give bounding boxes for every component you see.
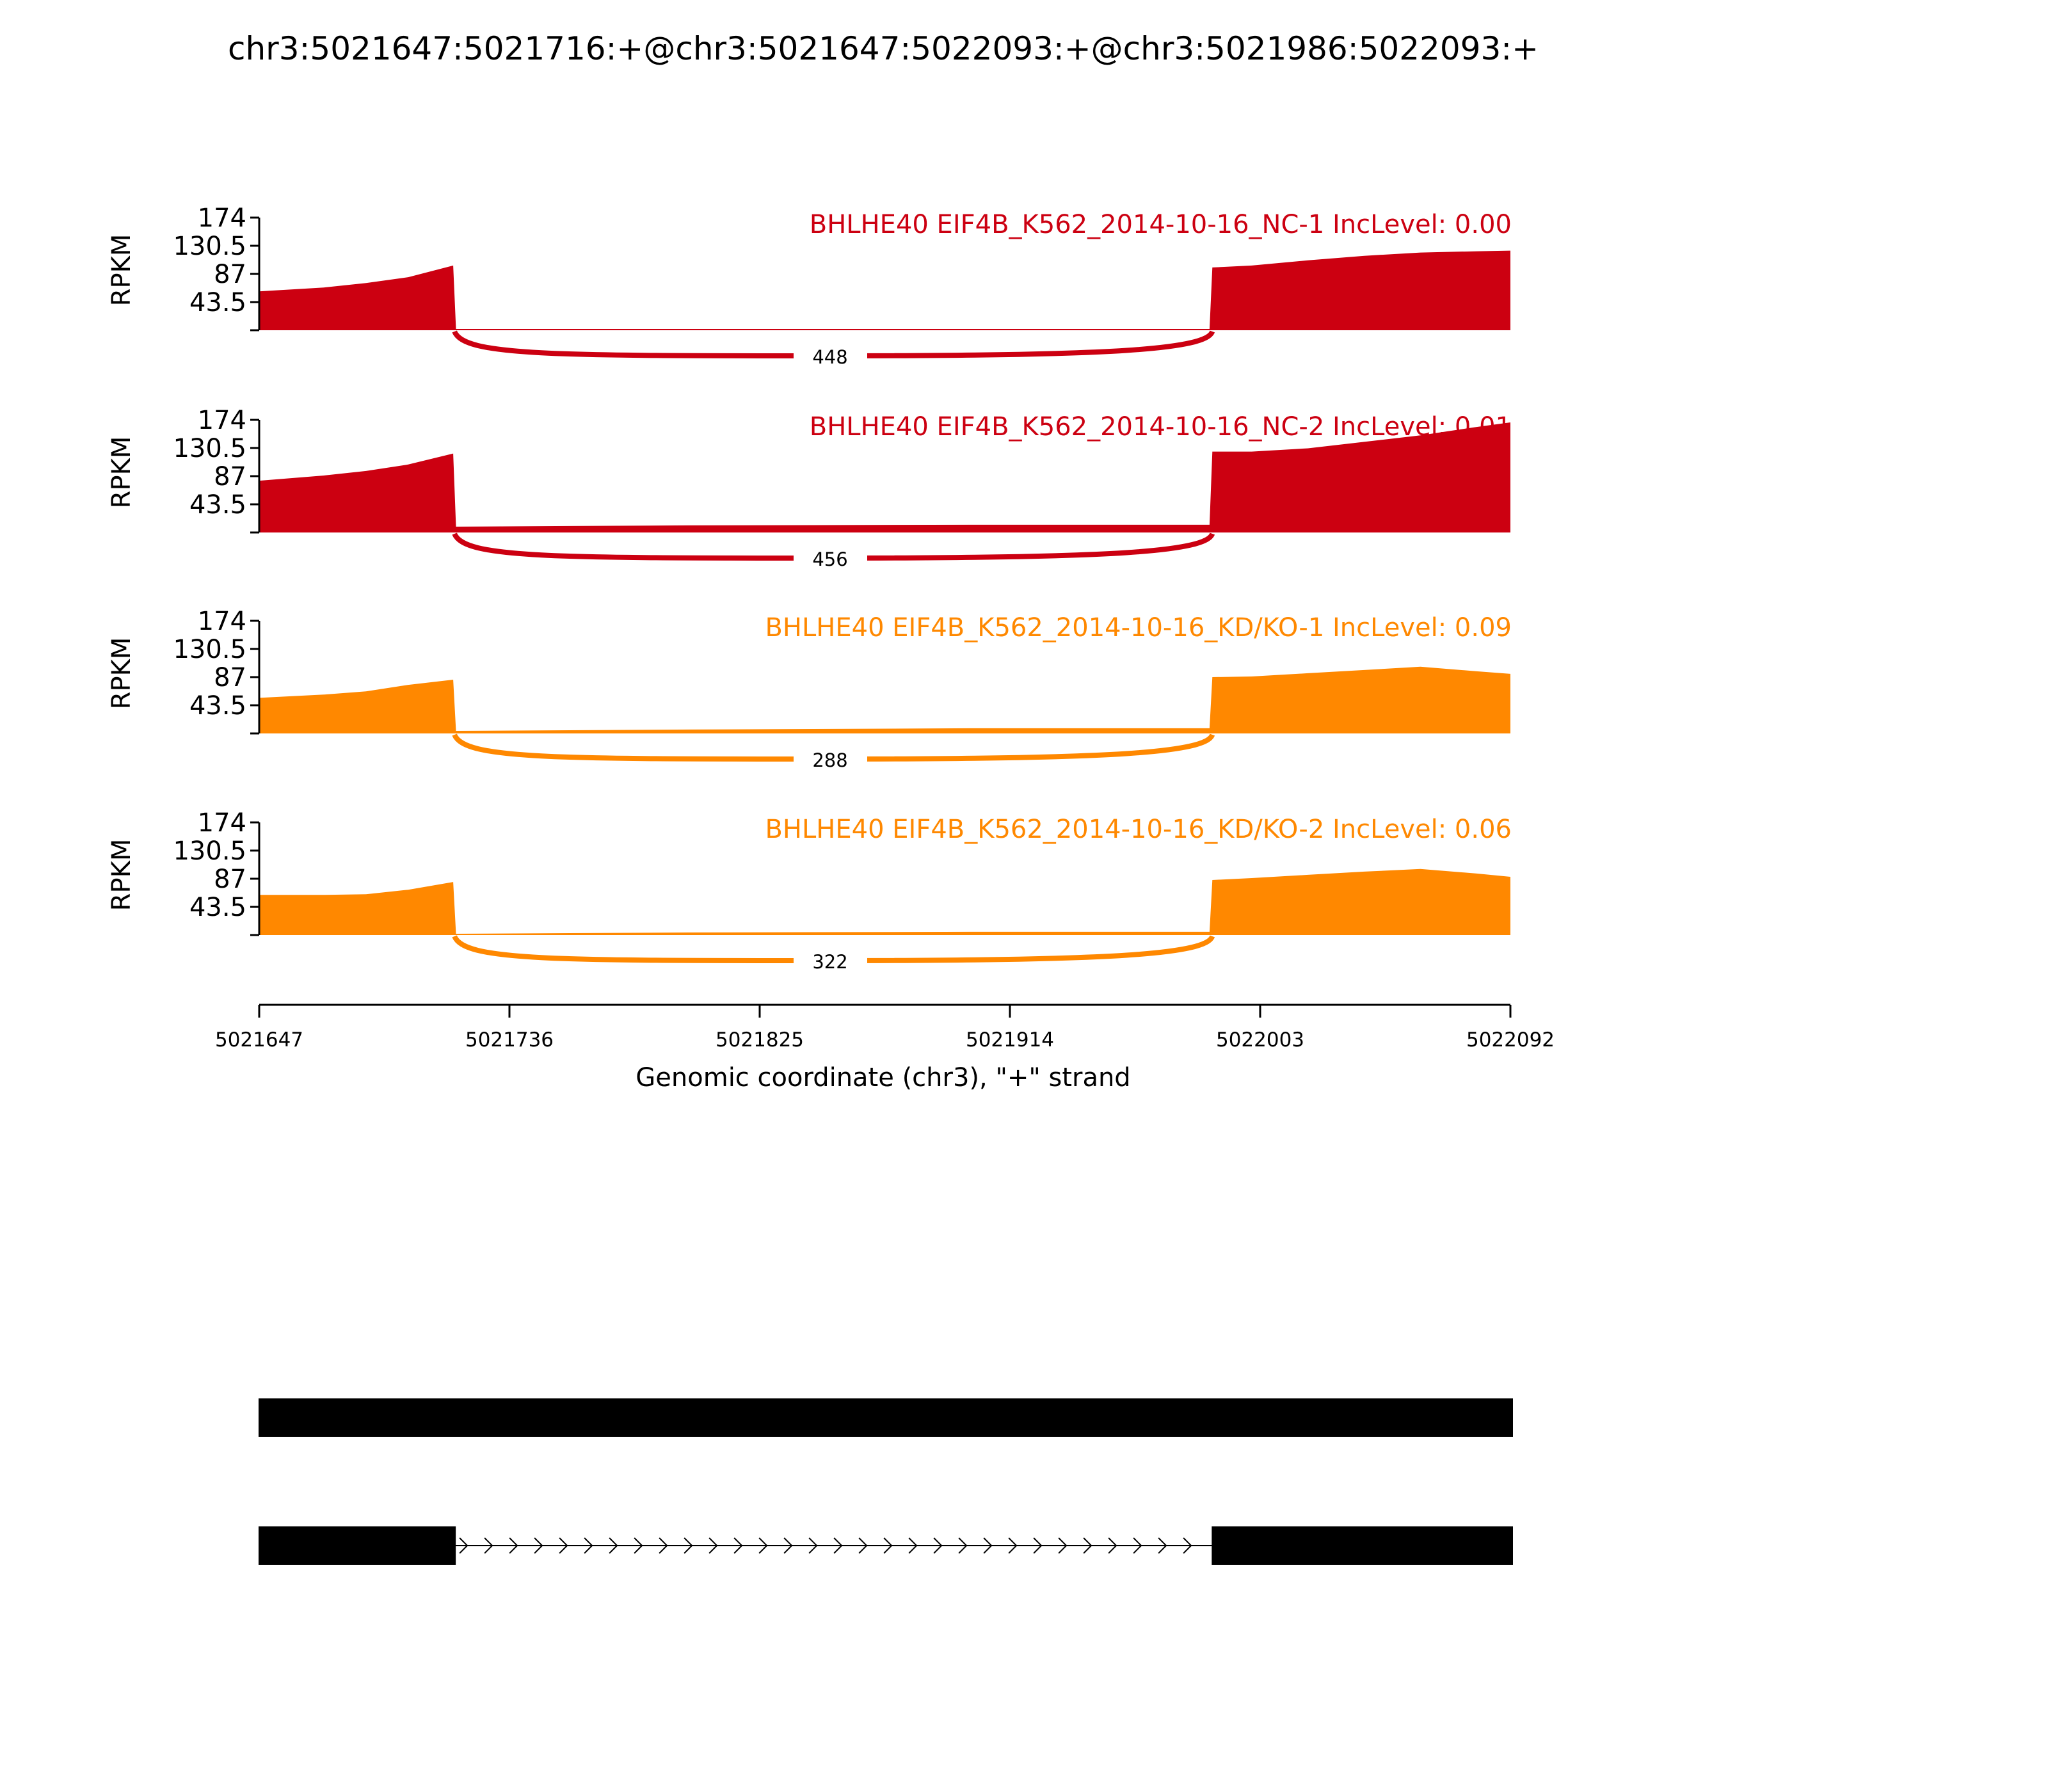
y-tick-label: 174	[197, 204, 246, 233]
exon-block	[259, 1526, 456, 1565]
isoform-track	[259, 1398, 1513, 1565]
coverage-panel-3	[107, 607, 1512, 771]
y-tick-label: 43.5	[189, 288, 246, 317]
exon-block	[259, 1398, 1513, 1437]
y-tick-label: 130.5	[173, 232, 246, 261]
x-tick-label: 5022003	[1215, 1028, 1305, 1052]
coverage-area	[259, 251, 1510, 330]
series-label: BHLHE40 EIF4B_K562_2014-10-16_NC-1 IncLevel: 0.00	[809, 210, 1512, 239]
x-axis	[215, 1005, 1555, 1052]
y-tick-label: 174	[197, 607, 246, 636]
y-axis-label: RPKM	[107, 838, 136, 911]
y-tick-label: 87	[214, 260, 246, 289]
coverage-panel-2	[107, 406, 1512, 570]
y-tick-label: 87	[214, 865, 246, 894]
y-axis-label: RPKM	[107, 436, 136, 509]
y-tick-label: 174	[197, 808, 246, 838]
coverage-panels	[107, 204, 1512, 973]
y-tick-label: 87	[214, 462, 246, 492]
y-tick-label: 43.5	[189, 691, 246, 721]
series-label: BHLHE40 EIF4B_K562_2014-10-16_KD/KO-2 IncLevel: 0.06	[765, 815, 1512, 844]
junction-count: 456	[812, 548, 848, 570]
y-tick-label: 43.5	[189, 893, 246, 922]
y-tick-label: 130.5	[173, 836, 246, 866]
series-label: BHLHE40 EIF4B_K562_2014-10-16_NC-2 IncLevel: 0.01	[809, 412, 1512, 442]
x-tick-label: 5021914	[965, 1028, 1055, 1052]
chart-title: chr3:5021647:5021716:+@chr3:5021647:5022093:+@chr3:5021986:5022093:+	[227, 30, 1539, 67]
y-axis-label: RPKM	[107, 637, 136, 710]
coverage-area	[259, 869, 1510, 935]
junction-count: 322	[812, 951, 848, 973]
y-tick-label: 130.5	[173, 635, 246, 664]
isoform-2	[259, 1526, 1513, 1565]
x-tick-label: 5021647	[214, 1028, 304, 1052]
coverage-area	[259, 667, 1510, 733]
y-tick-label: 43.5	[189, 490, 246, 520]
y-tick-label: 87	[214, 663, 246, 692]
isoform-1	[259, 1398, 1513, 1437]
junction-count: 448	[812, 346, 848, 368]
x-tick-label: 5022092	[1466, 1028, 1555, 1052]
x-tick-label: 5021736	[465, 1028, 554, 1052]
x-axis-label: Genomic coordinate (chr3), "+" strand	[636, 1063, 1131, 1092]
coverage-panel-4	[107, 808, 1512, 973]
x-tick-label: 5021825	[715, 1028, 804, 1052]
y-axis-label: RPKM	[107, 234, 136, 307]
y-tick-label: 174	[197, 406, 246, 435]
y-tick-label: 130.5	[173, 434, 246, 463]
exon-block	[1212, 1526, 1513, 1565]
coverage-panel-1	[107, 204, 1512, 368]
series-label: BHLHE40 EIF4B_K562_2014-10-16_KD/KO-1 IncLevel: 0.09	[765, 613, 1512, 643]
junction-count: 288	[812, 749, 848, 771]
